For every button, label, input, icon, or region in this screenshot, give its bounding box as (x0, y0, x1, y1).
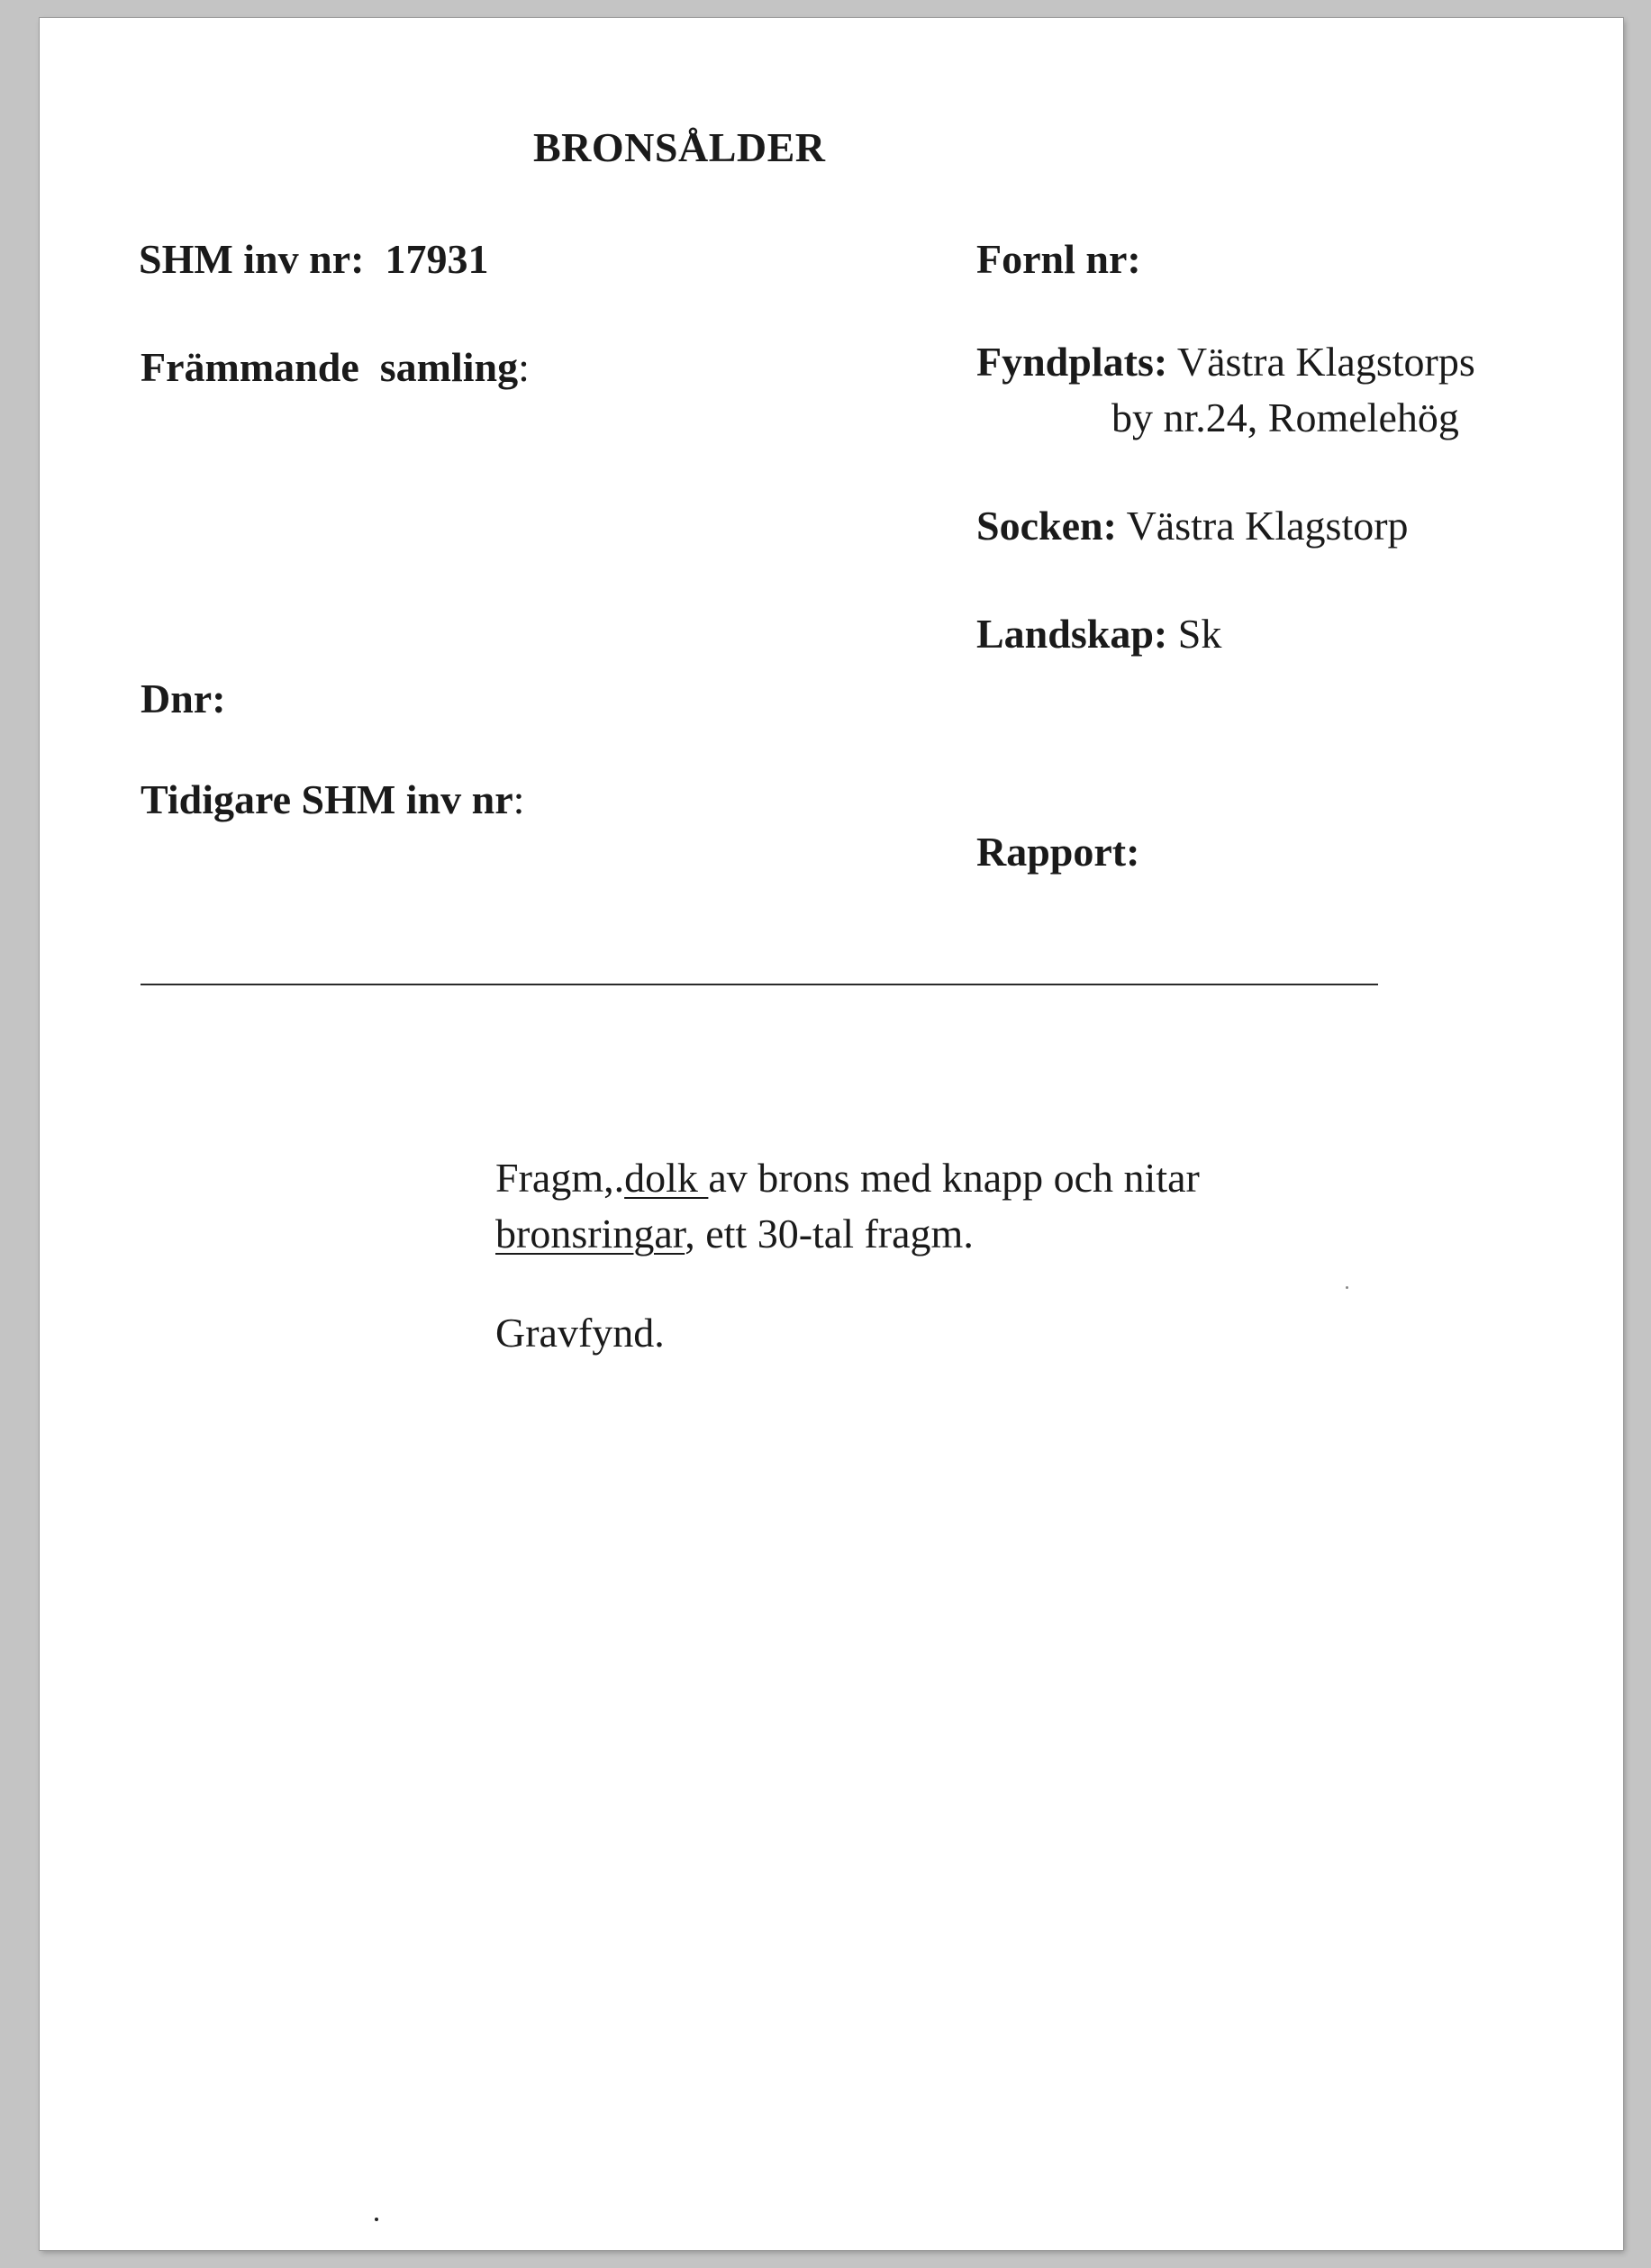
scan-speck (1346, 1286, 1348, 1289)
fyndplats-value-line1: Västra Klagstorps (1176, 339, 1475, 385)
fyndplats-label: Fyndplats: (976, 339, 1168, 385)
landskap-label: Landskap: (976, 611, 1168, 657)
tidigare-shm-colon: : (513, 776, 525, 822)
shm-inv-nr-field (139, 234, 488, 284)
dolk-term: dolk (624, 1155, 709, 1201)
document-sheet (40, 18, 1623, 2250)
description-line-3: Gravfynd. (495, 1310, 665, 1356)
tidigare-shm-label: Tidigare SHM inv nr (141, 776, 513, 822)
dnr-label: Dnr: (141, 676, 226, 721)
socken-value: Västra Klagstorp (1126, 503, 1409, 549)
scan-speck (375, 2218, 378, 2221)
fornl-nr-label: Fornl nr: (976, 236, 1141, 282)
tidigare-shm-field (141, 775, 524, 824)
description-line-2-suffix: , ett 30-tal fragm. (685, 1211, 974, 1256)
fyndplats-field (976, 337, 1475, 386)
page-title: BRONSÅLDER (533, 124, 826, 170)
frammande-samling-label: Främmande samling (141, 344, 519, 390)
section-divider (141, 984, 1378, 985)
shm-inv-nr-label: SHM inv nr: (139, 236, 365, 282)
socken-field (976, 501, 1409, 550)
frammande-samling-colon: : (518, 344, 530, 390)
rapport-label: Rapport: (976, 829, 1140, 875)
socken-label: Socken: (976, 503, 1117, 549)
landskap-field (976, 609, 1221, 658)
description-line-2 (495, 1209, 974, 1258)
landskap-value: Sk (1177, 611, 1222, 657)
description-suffix: av brons med knapp och nitar (708, 1155, 1200, 1201)
shm-inv-nr-value: 17931 (385, 236, 489, 282)
description-line-1 (495, 1153, 1200, 1202)
fyndplats-value-line2: by nr.24, Romelehög (1111, 395, 1459, 440)
frammande-samling-field (141, 342, 530, 392)
bronsringar-term: bronsringar (495, 1211, 685, 1256)
description-prefix: Fragm,. (495, 1155, 625, 1201)
